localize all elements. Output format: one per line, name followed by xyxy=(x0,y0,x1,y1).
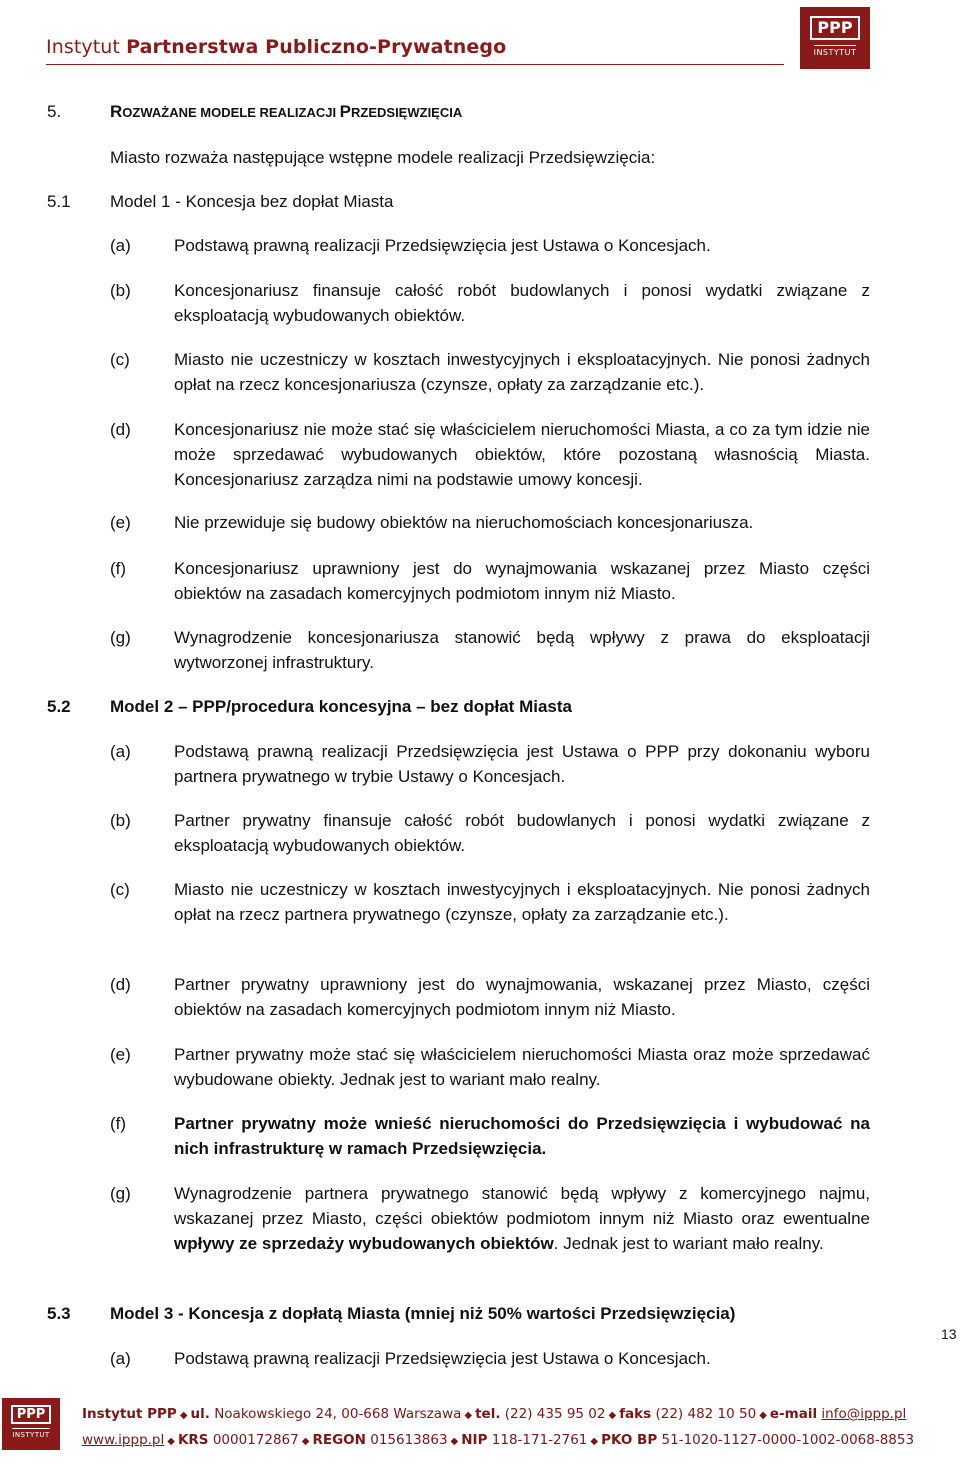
footer-www-link[interactable]: www.ippp.pl xyxy=(82,1432,165,1448)
institute-logo xyxy=(800,7,870,69)
model2-item-g-text-b: . Jednak jest to wariant mało realny. xyxy=(553,1234,824,1253)
model2-item-d-text: Partner prywatny uprawniony jest do wynajmowania, wskazanej przez Miasto, części obiektów na zasadach komercyjnych podmiotom innym niż Miasto. xyxy=(174,975,870,1019)
model2-item-f-text: Partner prywatny może wnieść nieruchomości do Przedsięwzięcia i wybudować na nich infrastrukturę w ramach Przedsięwzięcia. xyxy=(174,1114,870,1158)
page-number: 13 xyxy=(941,1326,957,1342)
footer-email-link[interactable]: info@ippp.pl xyxy=(821,1406,907,1422)
header-title-part2: Partnerstwa Publiczno-Prywatnego xyxy=(126,36,507,58)
model3-title: Model 3 - Koncesja z dopłatą Miasta (mniej niż 50% wartości Przedsięwzięcia) xyxy=(110,1304,736,1323)
model1-item-d-label: (d) xyxy=(110,420,131,439)
footer-regon: 015613863 xyxy=(370,1432,448,1448)
model1-title: Model 1 - Koncesja bez dopłat Miasta xyxy=(110,192,394,211)
model2-item-g-text xyxy=(174,1181,870,1256)
header-title-part1: Instytut xyxy=(46,36,120,58)
diamond-icon: ◆ xyxy=(590,1436,599,1447)
section-title-rest: OZWAŻANE MODELE REALIZACJI xyxy=(122,105,340,120)
model2-item-g-text-bold: wpływy ze sprzedaży wybudowanych obiektów xyxy=(174,1234,554,1253)
footer-logo xyxy=(2,1398,60,1450)
model1-item-b-label: (b) xyxy=(110,281,131,300)
diamond-icon: ◆ xyxy=(759,1410,767,1421)
footer-regon-label: REGON xyxy=(312,1432,366,1448)
diamond-icon: ◆ xyxy=(464,1410,473,1421)
model2-item-e-label: (e) xyxy=(110,1045,131,1064)
footer-fax-label: faks xyxy=(619,1406,652,1422)
section-title-initial: R xyxy=(110,102,123,121)
model1-item-a-label: (a) xyxy=(110,236,131,255)
footer-nip-label: NIP xyxy=(461,1432,488,1448)
footer-email-label: e-mail xyxy=(769,1406,818,1422)
model2-item-d-label: (d) xyxy=(110,975,131,994)
model2-item-e-text: Partner prywatny może stać się właścicielem nieruchomości Miasta oraz może sprzedawać wybudowane obiekty. Jednak jest to wariant mało realny. xyxy=(174,1045,870,1089)
diamond-icon: ◆ xyxy=(179,1410,188,1421)
model2-item-c-label: (c) xyxy=(110,880,130,899)
footer-line-2 xyxy=(82,1432,914,1448)
footer-bank-label: PKO BP xyxy=(601,1432,658,1448)
model1-item-c-text: Miasto nie uczestniczy w kosztach inwestycyjnych i eksploatacyjnych. Nie ponosi żadnych opłat na rzecz koncesjonariusza (czynsze, opłaty za zarządzanie etc.). xyxy=(174,350,870,394)
footer-tel: (22) 435 95 02 xyxy=(504,1406,606,1422)
model1-item-f-label: (f) xyxy=(110,559,127,578)
footer-org: Instytut PPP xyxy=(82,1406,177,1422)
model2-item-b-text: Partner prywatny finansuje całość robót budowlanych i ponosi wydatki związane z eksploatacją wybudowanych obiektów. xyxy=(174,811,870,855)
footer-logo-institute-text: INSTYTUT xyxy=(12,1428,49,1439)
model3-number: 5.3 xyxy=(47,1304,71,1323)
model1-item-b-text: Koncesjonariusz finansuje całość robót budowlanych i ponosi wydatki związane z eksploatacją wybudowanych obiektów. xyxy=(174,281,870,325)
footer-logo-ppp-text: PPP xyxy=(11,1405,52,1424)
model1-item-c-label: (c) xyxy=(110,350,130,369)
footer-line-1 xyxy=(82,1406,906,1422)
model2-item-a-text: Podstawą prawną realizacji Przedsięwzięcia jest Ustawa o PPP przy dokonaniu wyboru partnera prywatnego w trybie Ustawy o Koncesjach. xyxy=(174,742,870,786)
model2-item-b-label: (b) xyxy=(110,811,131,830)
model1-item-g-label: (g) xyxy=(110,628,131,647)
footer-krs-label: KRS xyxy=(177,1432,209,1448)
diamond-icon: ◆ xyxy=(450,1436,459,1447)
header-divider xyxy=(46,64,784,65)
model2-number: 5.2 xyxy=(47,697,71,716)
model2-item-g-text-a: Wynagrodzenie partnera prywatnego stanowić będą wpływy z komercyjnego najmu, wskazanej przez Miasto, części obiektów podmiotom innym niż Miasto oraz ewentualne xyxy=(174,1184,870,1228)
section-title xyxy=(110,102,462,122)
model1-item-d-text: Koncesjonariusz nie może stać się właścicielem nieruchomości Miasta, a co za tym idzie nie może sprzedawać wybudowanych obiektów, które pozostaną własnością Miasta. Koncesjonariusz zarządza nimi na podstawie umowy koncesji. xyxy=(174,420,870,489)
footer-address: Noakowskiego 24, 00-668 Warszawa xyxy=(214,1406,462,1422)
header-title xyxy=(46,36,506,58)
model1-item-g-text: Wynagrodzenie koncesjonariusza stanowić będą wpływy z prawa do eksploatacji wytworzonej infrastruktury. xyxy=(174,628,870,672)
logo-ppp-text: PPP xyxy=(810,16,859,40)
footer-bank: 51-1020-1127-0000-1002-0068-8853 xyxy=(661,1432,915,1448)
model1-item-f-text: Koncesjonariusz uprawniony jest do wynajmowania wskazanej przez Miasto części obiektów na zasadach komercyjnych podmiotom innym niż Miasto. xyxy=(174,559,870,603)
section-number: 5. xyxy=(47,102,62,121)
model2-item-f-label: (f) xyxy=(110,1114,127,1133)
diamond-icon: ◆ xyxy=(608,1410,617,1421)
section-intro: Miasto rozważa następujące wstępne modele realizacji Przedsięwzięcia: xyxy=(110,148,656,167)
model2-item-g-label: (g) xyxy=(110,1184,131,1203)
footer-krs: 0000172867 xyxy=(212,1432,299,1448)
model1-number: 5.1 xyxy=(47,192,71,211)
diamond-icon: ◆ xyxy=(167,1436,175,1447)
model2-title: Model 2 – PPP/procedura koncesyjna – bez dopłat Miasta xyxy=(110,697,572,716)
footer-tel-label: tel. xyxy=(475,1406,501,1422)
model1-item-e-text: Nie przewiduje się budowy obiektów na nieruchomościach koncesjonariusza. xyxy=(174,513,754,532)
model3-item-a-text: Podstawą prawną realizacji Przedsięwzięcia jest Ustawa o Koncesjach. xyxy=(174,1349,711,1368)
model2-item-c-text: Miasto nie uczestniczy w kosztach inwestycyjnych i eksploatacyjnych. Nie ponosi żadnych opłat na rzecz partnera prywatnego (czynsze, opłaty za zarządzanie etc.). xyxy=(174,880,870,924)
footer-fax: (22) 482 10 50 xyxy=(655,1406,757,1422)
logo-institute-text: INSTYTUT xyxy=(814,45,857,57)
model3-item-a-label: (a) xyxy=(110,1349,131,1368)
model1-item-e-label: (e) xyxy=(110,513,131,532)
section-title-initial2: P xyxy=(339,102,352,121)
footer-nip: 118-171-2761 xyxy=(491,1432,588,1448)
section-title-rest2: RZEDSIĘWZIĘCIA xyxy=(351,105,463,120)
diamond-icon: ◆ xyxy=(301,1436,310,1447)
footer-addr-label: ul. xyxy=(190,1406,210,1422)
model2-item-a-label: (a) xyxy=(110,742,131,761)
model1-item-a-text: Podstawą prawną realizacji Przedsięwzięcia jest Ustawa o Koncesjach. xyxy=(174,236,711,255)
